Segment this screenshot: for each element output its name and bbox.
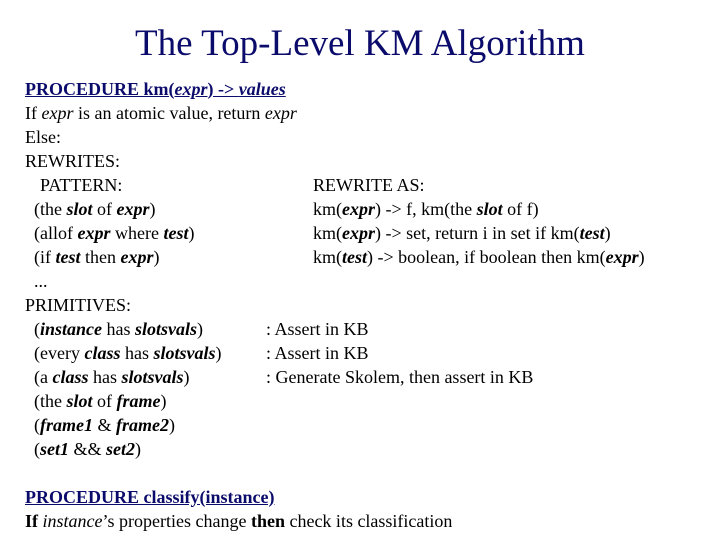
text-segment: instance bbox=[40, 319, 103, 339]
text-segment: check its classification bbox=[284, 511, 453, 531]
text-segment: ( bbox=[34, 319, 40, 339]
procedure-classify-header: PROCEDURE classify(instance) bbox=[25, 487, 275, 507]
procedure-km-header bbox=[25, 78, 286, 100]
primitive-pattern bbox=[34, 342, 221, 364]
primitive-pattern bbox=[34, 318, 203, 340]
rewrite-result bbox=[313, 198, 539, 220]
text-segment: ) bbox=[153, 247, 160, 267]
else-line: Else: bbox=[25, 127, 61, 147]
rewrite-result bbox=[313, 246, 645, 268]
text-segment: set2 bbox=[106, 439, 136, 459]
text-segment: slotsvals bbox=[121, 367, 184, 387]
text-segment: ) bbox=[604, 223, 611, 243]
text-segment: has bbox=[102, 319, 136, 339]
text-segment: set1 bbox=[40, 439, 69, 459]
primitive-action: : Generate Skolem, then assert in KB bbox=[266, 367, 534, 387]
text-segment: ) bbox=[160, 391, 167, 411]
text-segment: ’s properties change bbox=[102, 511, 251, 531]
text-segment: && bbox=[69, 439, 107, 459]
text-segment: has bbox=[120, 343, 154, 363]
text-segment: If bbox=[25, 511, 43, 531]
primitive-pattern bbox=[34, 438, 141, 460]
proc-km-arrow: ) -> bbox=[207, 79, 239, 99]
proc-km-label: PROCEDURE km( bbox=[25, 79, 175, 99]
text-segment: & bbox=[93, 415, 117, 435]
text-segment: ) -> boolean, if boolean then km( bbox=[367, 247, 606, 267]
text-segment: ) bbox=[135, 439, 142, 459]
text-segment: ) bbox=[149, 199, 156, 219]
text-segment: expr bbox=[342, 223, 375, 243]
primitive-action: : Assert in KB bbox=[266, 343, 369, 363]
text-segment: ) bbox=[169, 415, 176, 435]
text-segment: ) bbox=[215, 343, 222, 363]
text-segment: (a bbox=[34, 367, 53, 387]
primitive-pattern bbox=[34, 366, 190, 388]
text-segment: test bbox=[342, 247, 367, 267]
text-segment: where bbox=[110, 223, 164, 243]
text-segment: ( bbox=[34, 439, 40, 459]
text-segment: expr bbox=[605, 247, 639, 267]
text-segment: has bbox=[88, 367, 122, 387]
text-segment: (every bbox=[34, 343, 85, 363]
rewrites-heading: REWRITES: bbox=[25, 151, 120, 171]
text-segment: of bbox=[92, 391, 117, 411]
rewrite-pattern bbox=[34, 246, 160, 268]
rewrite-pattern bbox=[34, 198, 156, 220]
text-segment: expr bbox=[342, 199, 375, 219]
text-segment: expr bbox=[120, 247, 154, 267]
ellipsis: ... bbox=[34, 271, 48, 291]
text-segment: km( bbox=[313, 223, 342, 243]
text-segment: expr bbox=[116, 199, 150, 219]
text-segment: expr bbox=[41, 103, 74, 123]
text-segment: is an atomic value, return bbox=[73, 103, 265, 123]
text-segment: of f) bbox=[502, 199, 539, 219]
text-segment: slot bbox=[66, 391, 93, 411]
text-segment: frame2 bbox=[116, 415, 170, 435]
primitives-heading: PRIMITIVES: bbox=[25, 295, 132, 315]
proc-km-arg: expr bbox=[174, 79, 208, 99]
slide-title: The Top-Level KM Algorithm bbox=[135, 23, 585, 64]
primitive-pattern bbox=[34, 414, 175, 436]
text-segment: test bbox=[55, 247, 81, 267]
text-segment: frame bbox=[116, 391, 161, 411]
primitive-action: : Assert in KB bbox=[266, 319, 369, 339]
text-segment: ) -> set, return i in set if km( bbox=[375, 223, 580, 243]
text-segment: expr bbox=[77, 223, 111, 243]
text-segment: instance bbox=[42, 511, 103, 531]
text-segment: (the bbox=[34, 199, 67, 219]
text-segment: test bbox=[579, 223, 605, 243]
text-segment: ) bbox=[638, 247, 645, 267]
text-segment: (if bbox=[34, 247, 56, 267]
text-segment: slotsvals bbox=[153, 343, 216, 363]
text-segment: expr bbox=[264, 103, 297, 123]
text-segment: ) bbox=[183, 367, 190, 387]
text-segment: then bbox=[250, 511, 285, 531]
text-segment: class bbox=[84, 343, 121, 363]
rewrite-result bbox=[313, 222, 611, 244]
text-segment: (allof bbox=[34, 223, 78, 243]
text-segment: If bbox=[25, 103, 42, 123]
text-segment: km( bbox=[313, 199, 342, 219]
text-segment: slot bbox=[476, 199, 503, 219]
text-segment: ) bbox=[197, 319, 204, 339]
pattern-column-header: PATTERN: bbox=[40, 175, 123, 195]
text-segment: slotsvals bbox=[135, 319, 198, 339]
text-segment: slot bbox=[66, 199, 93, 219]
primitive-pattern bbox=[34, 390, 167, 412]
text-segment: test bbox=[163, 223, 189, 243]
text-segment: (the bbox=[34, 391, 67, 411]
rewrite-pattern bbox=[34, 222, 194, 244]
text-segment: ( bbox=[34, 415, 40, 435]
proc-km-return: values bbox=[238, 79, 286, 99]
text-segment: frame1 bbox=[40, 415, 93, 435]
rewrite-column-header: REWRITE AS: bbox=[313, 175, 425, 195]
text-segment: of bbox=[92, 199, 117, 219]
classify-line bbox=[25, 510, 452, 532]
text-segment: ) bbox=[188, 223, 195, 243]
text-segment: km( bbox=[313, 247, 342, 267]
text-segment: class bbox=[52, 367, 89, 387]
atomic-value-line bbox=[25, 102, 297, 124]
text-segment: then bbox=[80, 247, 121, 267]
text-segment: ) -> f, km(the bbox=[375, 199, 477, 219]
